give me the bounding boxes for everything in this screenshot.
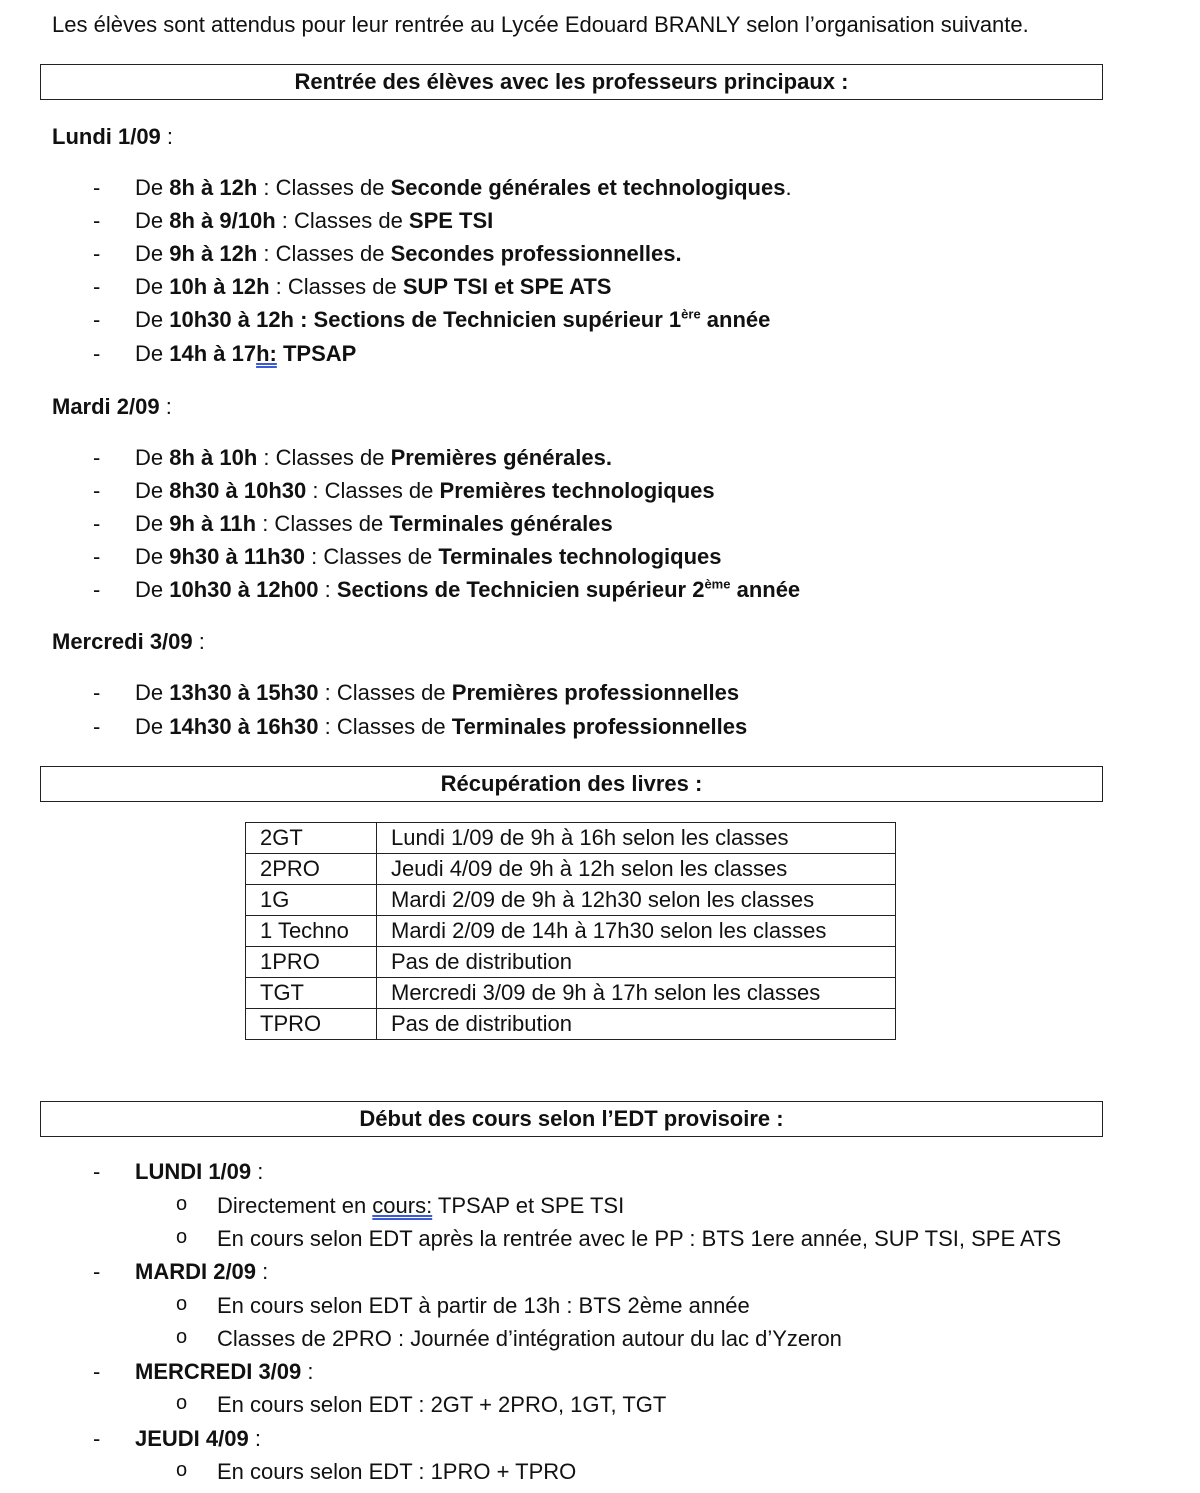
table-row bbox=[246, 947, 896, 978]
dash-bullet: - bbox=[93, 341, 101, 366]
circle-bullet: o bbox=[176, 1193, 188, 1215]
table-row bbox=[246, 823, 896, 854]
circle-bullet: o bbox=[176, 1392, 188, 1414]
class-cell: 1G bbox=[246, 885, 377, 916]
class-cell: 2GT bbox=[246, 823, 377, 854]
schedule-cell: Pas de distribution bbox=[377, 1009, 896, 1040]
table-row bbox=[246, 885, 896, 916]
class-cell: TPRO bbox=[246, 1009, 377, 1040]
dash-bullet: - bbox=[93, 307, 101, 332]
day-label: Lundi 1/09 : bbox=[52, 124, 174, 149]
dash-bullet: - bbox=[93, 577, 101, 602]
circle-bullet: o bbox=[176, 1226, 188, 1248]
table-row bbox=[246, 978, 896, 1009]
schedule-cell: Mardi 2/09 de 14h à 17h30 selon les classes bbox=[377, 916, 896, 947]
dash-bullet: - bbox=[93, 1426, 101, 1451]
schedule-cell: Jeudi 4/09 de 9h à 12h selon les classes bbox=[377, 854, 896, 885]
day-label: Mercredi 3/09 : bbox=[52, 629, 205, 654]
day-label: Mardi 2/09 : bbox=[52, 394, 172, 419]
dash-bullet: - bbox=[93, 544, 101, 569]
dash-bullet: - bbox=[93, 274, 101, 299]
dash-bullet: - bbox=[93, 1359, 101, 1384]
section-header-livres: Récupération des livres : bbox=[40, 766, 1103, 802]
dash-bullet: - bbox=[93, 241, 101, 266]
dash-bullet: - bbox=[93, 445, 101, 470]
dash-bullet: - bbox=[93, 1159, 101, 1184]
books-table bbox=[245, 822, 896, 1040]
class-cell: 1PRO bbox=[246, 947, 377, 978]
dash-bullet: - bbox=[93, 680, 101, 705]
section-header-rentree: Rentrée des élèves avec les professeurs principaux : bbox=[40, 64, 1103, 100]
dash-bullet: - bbox=[93, 1259, 101, 1284]
dash-bullet: - bbox=[93, 714, 101, 739]
table-row bbox=[246, 1009, 896, 1040]
class-cell: TGT bbox=[246, 978, 377, 1009]
schedule-cell: Lundi 1/09 de 9h à 16h selon les classes bbox=[377, 823, 896, 854]
table-row bbox=[246, 854, 896, 885]
schedule-cell: Mardi 2/09 de 9h à 12h30 selon les classes bbox=[377, 885, 896, 916]
intro-text: Les élèves sont attendus pour leur rentrée au Lycée Edouard BRANLY selon l’organisation suivante. bbox=[52, 12, 1029, 37]
class-cell: 1 Techno bbox=[246, 916, 377, 947]
circle-bullet: o bbox=[176, 1459, 188, 1481]
dash-bullet: - bbox=[93, 478, 101, 503]
dash-bullet: - bbox=[93, 175, 101, 200]
schedule-cell: Pas de distribution bbox=[377, 947, 896, 978]
dash-bullet: - bbox=[93, 208, 101, 233]
circle-bullet: o bbox=[176, 1293, 188, 1315]
section-header-cours: Début des cours selon l’EDT provisoire : bbox=[40, 1101, 1103, 1137]
dash-bullet: - bbox=[93, 511, 101, 536]
schedule-cell: Mercredi 3/09 de 9h à 17h selon les classes bbox=[377, 978, 896, 1009]
table-row bbox=[246, 916, 896, 947]
circle-bullet: o bbox=[176, 1326, 188, 1348]
class-cell: 2PRO bbox=[246, 854, 377, 885]
